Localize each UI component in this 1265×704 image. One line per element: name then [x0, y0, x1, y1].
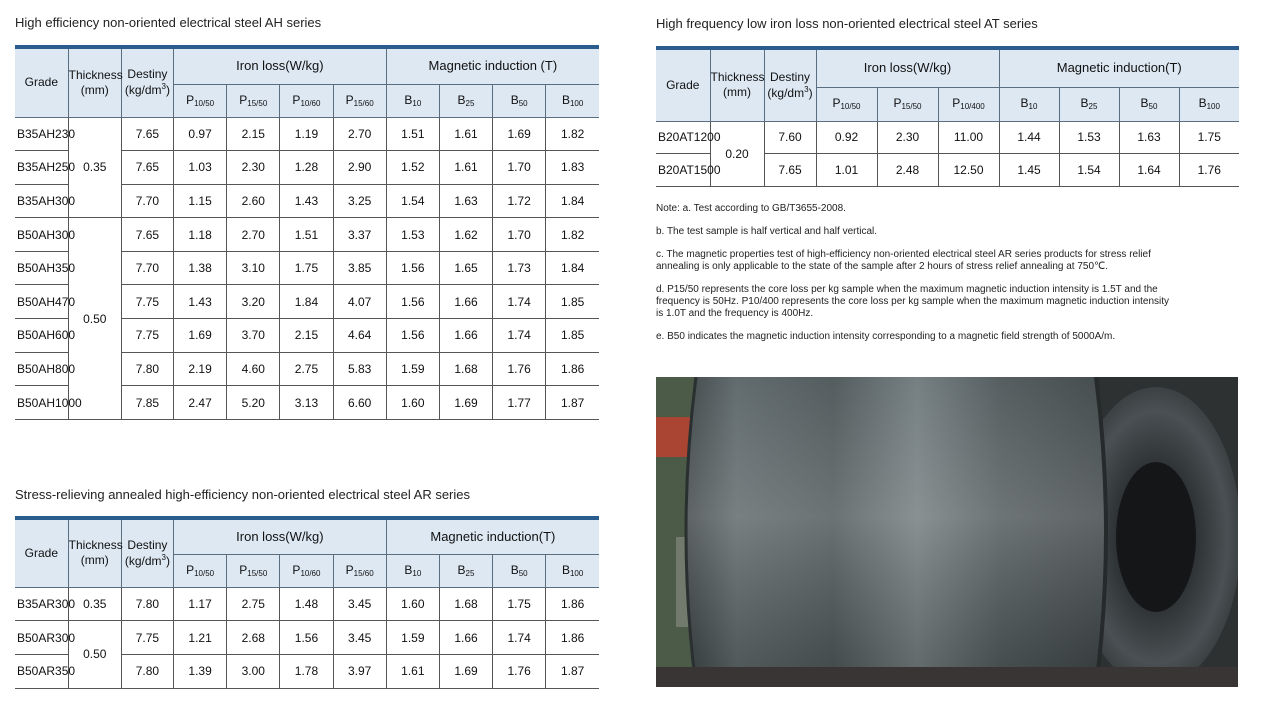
column-header: $P_{10/50}$ [174, 554, 227, 587]
value-cell: 1.48 [280, 587, 333, 621]
grade-cell: B50AH800 [15, 352, 68, 386]
value-cell: 3.45 [333, 621, 386, 655]
value-cell: 1.56 [386, 285, 439, 319]
column-header: $P_{10/50}$ [174, 84, 227, 117]
column-header: $B_{100}$ [1179, 87, 1239, 121]
thickness-cell: 0.50 [68, 621, 121, 688]
value-cell: 0.97 [174, 117, 227, 151]
value-cell: 1.44 [999, 121, 1059, 154]
grade-cell: B50AH470 [15, 285, 68, 319]
steel-coil-photo [656, 377, 1238, 687]
value-cell: 1.28 [280, 151, 333, 185]
value-cell: 2.75 [280, 352, 333, 386]
value-cell: 1.76 [1179, 154, 1239, 187]
destiny-cell: 7.80 [121, 587, 173, 621]
destiny-cell: 7.80 [121, 352, 173, 386]
grade-header: Grade [656, 48, 710, 121]
value-cell: 1.60 [386, 587, 439, 621]
value-cell: 1.70 [493, 151, 546, 185]
thickness-header: Thickness (mm) [68, 47, 121, 117]
value-cell: 12.50 [938, 154, 999, 187]
column-header: $B_{50}$ [493, 84, 546, 117]
value-cell: 2.30 [227, 151, 280, 185]
value-cell: 2.15 [227, 117, 280, 151]
column-header: $B_{10}$ [386, 554, 439, 587]
value-cell: 1.76 [493, 654, 546, 688]
value-cell: 1.56 [386, 319, 439, 353]
column-header: $P_{15/50}$ [877, 87, 938, 121]
value-cell: 11.00 [938, 121, 999, 154]
ah-series-title: High efficiency non-oriented electrical steel AH series [15, 15, 322, 30]
destiny-cell: 7.70 [121, 184, 173, 218]
value-cell: 1.61 [439, 151, 492, 185]
value-cell: 1.61 [386, 654, 439, 688]
value-cell: 1.53 [386, 218, 439, 252]
value-cell: 4.64 [333, 319, 386, 353]
destiny-cell: 7.75 [121, 319, 173, 353]
value-cell: 1.64 [1119, 154, 1179, 187]
destiny-cell: 7.65 [764, 154, 816, 187]
destiny-cell: 7.80 [121, 654, 173, 688]
column-header: $P_{15/50}$ [227, 554, 280, 587]
value-cell: 1.84 [280, 285, 333, 319]
magnetic-induction-header: Magnetic induction(T) [999, 48, 1239, 87]
value-cell: 1.56 [386, 251, 439, 285]
destiny-cell: 7.65 [121, 151, 173, 185]
value-cell: 1.70 [493, 218, 546, 252]
value-cell: 1.19 [280, 117, 333, 151]
value-cell: 1.76 [493, 352, 546, 386]
value-cell: 1.63 [1119, 121, 1179, 154]
value-cell: 1.38 [174, 251, 227, 285]
thickness-cell: 0.50 [68, 218, 121, 420]
grade-cell: B35AH300 [15, 184, 68, 218]
column-header: $P_{15/60}$ [333, 84, 386, 117]
column-header: $P_{10/50}$ [816, 87, 877, 121]
value-cell: 1.39 [174, 654, 227, 688]
grade-cell: B35AH230 [15, 117, 68, 151]
column-header: $B_{100}$ [546, 554, 599, 587]
table-row [656, 121, 1239, 154]
thickness-cell: 0.20 [710, 121, 764, 186]
value-cell: 0.92 [816, 121, 877, 154]
iron-loss-header: Iron loss(W/kg) [816, 48, 999, 87]
grade-cell: B20AT1200 [656, 121, 710, 154]
grade-header: Grade [15, 518, 68, 587]
value-cell: 1.60 [386, 386, 439, 420]
column-header: $P_{10/60}$ [280, 554, 333, 587]
value-cell: 1.86 [546, 587, 599, 621]
column-header: $B_{10}$ [999, 87, 1059, 121]
grade-cell: B35AH250 [15, 151, 68, 185]
value-cell: 6.60 [333, 386, 386, 420]
value-cell: 3.97 [333, 654, 386, 688]
value-cell: 4.07 [333, 285, 386, 319]
column-header: $B_{10}$ [386, 84, 439, 117]
value-cell: 1.83 [546, 151, 599, 185]
column-header: $P_{10/60}$ [280, 84, 333, 117]
destiny-header: Destiny $(kg/dm^3)$ [121, 518, 173, 587]
column-header: $B_{25}$ [1059, 87, 1119, 121]
value-cell: 1.87 [546, 654, 599, 688]
value-cell: 1.43 [280, 184, 333, 218]
value-cell: 1.53 [1059, 121, 1119, 154]
destiny-cell: 7.75 [121, 621, 173, 655]
value-cell: 1.59 [386, 352, 439, 386]
destiny-cell: 7.70 [121, 251, 173, 285]
value-cell: 2.30 [877, 121, 938, 154]
value-cell: 1.61 [439, 117, 492, 151]
value-cell: 1.72 [493, 184, 546, 218]
value-cell: 1.54 [386, 184, 439, 218]
value-cell: 1.66 [439, 319, 492, 353]
value-cell: 1.56 [280, 621, 333, 655]
notes [656, 203, 1176, 354]
column-header: $B_{50}$ [493, 554, 546, 587]
value-cell: 1.18 [174, 218, 227, 252]
value-cell: 1.84 [546, 184, 599, 218]
ah-series-table [15, 45, 599, 420]
at-series-title: High frequency low iron loss non-oriented electrical steel AT series [656, 16, 1038, 31]
value-cell: 1.87 [546, 386, 599, 420]
value-cell: 1.78 [280, 654, 333, 688]
value-cell: 5.83 [333, 352, 386, 386]
note-a: Note: a. Test according to GB/T3655-2008. [656, 203, 846, 214]
value-cell: 5.20 [227, 386, 280, 420]
value-cell: 3.37 [333, 218, 386, 252]
value-cell: 1.45 [999, 154, 1059, 187]
value-cell: 1.74 [493, 621, 546, 655]
value-cell: 1.85 [546, 285, 599, 319]
table-row [15, 218, 599, 252]
value-cell: 2.15 [280, 319, 333, 353]
value-cell: 3.70 [227, 319, 280, 353]
value-cell: 2.75 [227, 587, 280, 621]
value-cell: 2.68 [227, 621, 280, 655]
value-cell: 1.68 [439, 587, 492, 621]
value-cell: 1.51 [386, 117, 439, 151]
value-cell: 2.60 [227, 184, 280, 218]
destiny-header: Destiny $(kg/dm^3)$ [764, 48, 816, 121]
value-cell: 3.85 [333, 251, 386, 285]
destiny-cell: 7.65 [121, 218, 173, 252]
magnetic-induction-header: Magnetic induction (T) [386, 47, 599, 84]
table-row [15, 587, 599, 621]
note-c: c. The magnetic properties test of high-efficiency non-oriented electrical steel AR series products for stress relief annealing is only applicable to the state of the sample after 2 hours of stress relief annealing at 750℃. [656, 249, 1151, 272]
grade-cell: B35AR300 [15, 587, 68, 621]
value-cell: 1.85 [546, 319, 599, 353]
thickness-cell: 0.35 [68, 587, 121, 621]
value-cell: 3.45 [333, 587, 386, 621]
value-cell: 3.25 [333, 184, 386, 218]
grade-cell: B50AH350 [15, 251, 68, 285]
value-cell: 1.69 [439, 654, 492, 688]
destiny-header: Destiny $(kg/dm^3)$ [121, 47, 173, 117]
magnetic-induction-header: Magnetic induction(T) [386, 518, 599, 554]
grade-cell: B50AH600 [15, 319, 68, 353]
column-header: $B_{100}$ [546, 84, 599, 117]
grade-cell: B50AR350 [15, 654, 68, 688]
value-cell: 1.54 [1059, 154, 1119, 187]
value-cell: 1.74 [493, 285, 546, 319]
destiny-cell: 7.60 [764, 121, 816, 154]
value-cell: 1.59 [386, 621, 439, 655]
value-cell: 1.75 [280, 251, 333, 285]
thickness-header: Thickness (mm) [68, 518, 121, 587]
grade-cell: B50AH1000 [15, 386, 68, 420]
grade-header: Grade [15, 47, 68, 117]
value-cell: 1.17 [174, 587, 227, 621]
value-cell: 4.60 [227, 352, 280, 386]
ar-series-title: Stress-relieving annealed high-efficiency non-oriented electrical steel AR series [15, 487, 470, 502]
column-header: $P_{15/50}$ [227, 84, 280, 117]
grade-cell: B20AT1500 [656, 154, 710, 187]
value-cell: 1.63 [439, 184, 492, 218]
column-header: $P_{15/60}$ [333, 554, 386, 587]
grade-cell: B50AH300 [15, 218, 68, 252]
value-cell: 1.66 [439, 285, 492, 319]
value-cell: 1.66 [439, 621, 492, 655]
value-cell: 3.20 [227, 285, 280, 319]
destiny-cell: 7.65 [121, 117, 173, 151]
value-cell: 3.10 [227, 251, 280, 285]
value-cell: 1.74 [493, 319, 546, 353]
value-cell: 1.21 [174, 621, 227, 655]
note-d: d. P15/50 represents the core loss per kg sample when the maximum magnetic induction intensity is 1.5T and the frequency is 50Hz. P10/400 represents the core loss per kg sample when the maximum magnetic induction intensity is 1.0T and the frequency is 400Hz. [656, 284, 1170, 319]
note-e: e. B50 indicates the magnetic induction intensity corresponding to a magnetic field strength of 5000A/m. [656, 331, 1116, 342]
value-cell: 1.03 [174, 151, 227, 185]
iron-loss-header: Iron loss(W/kg) [174, 47, 387, 84]
note-b: b. The test sample is half vertical and half vertical. [656, 226, 878, 237]
value-cell: 1.62 [439, 218, 492, 252]
value-cell: 1.68 [439, 352, 492, 386]
value-cell: 1.15 [174, 184, 227, 218]
column-header: $B_{25}$ [439, 84, 492, 117]
destiny-cell: 7.75 [121, 285, 173, 319]
value-cell: 1.69 [493, 117, 546, 151]
ar-series-table [15, 516, 599, 689]
value-cell: 3.00 [227, 654, 280, 688]
value-cell: 2.47 [174, 386, 227, 420]
value-cell: 3.13 [280, 386, 333, 420]
value-cell: 1.84 [546, 251, 599, 285]
value-cell: 1.75 [1179, 121, 1239, 154]
value-cell: 1.86 [546, 352, 599, 386]
table-row [15, 621, 599, 655]
value-cell: 2.19 [174, 352, 227, 386]
iron-loss-header: Iron loss(W/kg) [174, 518, 387, 554]
value-cell: 1.73 [493, 251, 546, 285]
value-cell: 2.70 [333, 117, 386, 151]
value-cell: 1.82 [546, 117, 599, 151]
destiny-cell: 7.85 [121, 386, 173, 420]
value-cell: 1.65 [439, 251, 492, 285]
value-cell: 1.43 [174, 285, 227, 319]
table-row [15, 117, 599, 151]
thickness-header: Thickness (mm) [710, 48, 764, 121]
at-series-table [656, 46, 1239, 187]
column-header: $B_{25}$ [439, 554, 492, 587]
column-header: $P_{10/400}$ [938, 87, 999, 121]
value-cell: 2.48 [877, 154, 938, 187]
thickness-cell: 0.35 [68, 117, 121, 218]
value-cell: 1.75 [493, 587, 546, 621]
value-cell: 1.52 [386, 151, 439, 185]
value-cell: 1.51 [280, 218, 333, 252]
value-cell: 1.69 [439, 386, 492, 420]
value-cell: 2.90 [333, 151, 386, 185]
value-cell: 1.77 [493, 386, 546, 420]
value-cell: 1.69 [174, 319, 227, 353]
value-cell: 1.82 [546, 218, 599, 252]
column-header: $B_{50}$ [1119, 87, 1179, 121]
value-cell: 1.86 [546, 621, 599, 655]
value-cell: 1.01 [816, 154, 877, 187]
value-cell: 2.70 [227, 218, 280, 252]
grade-cell: B50AR300 [15, 621, 68, 655]
